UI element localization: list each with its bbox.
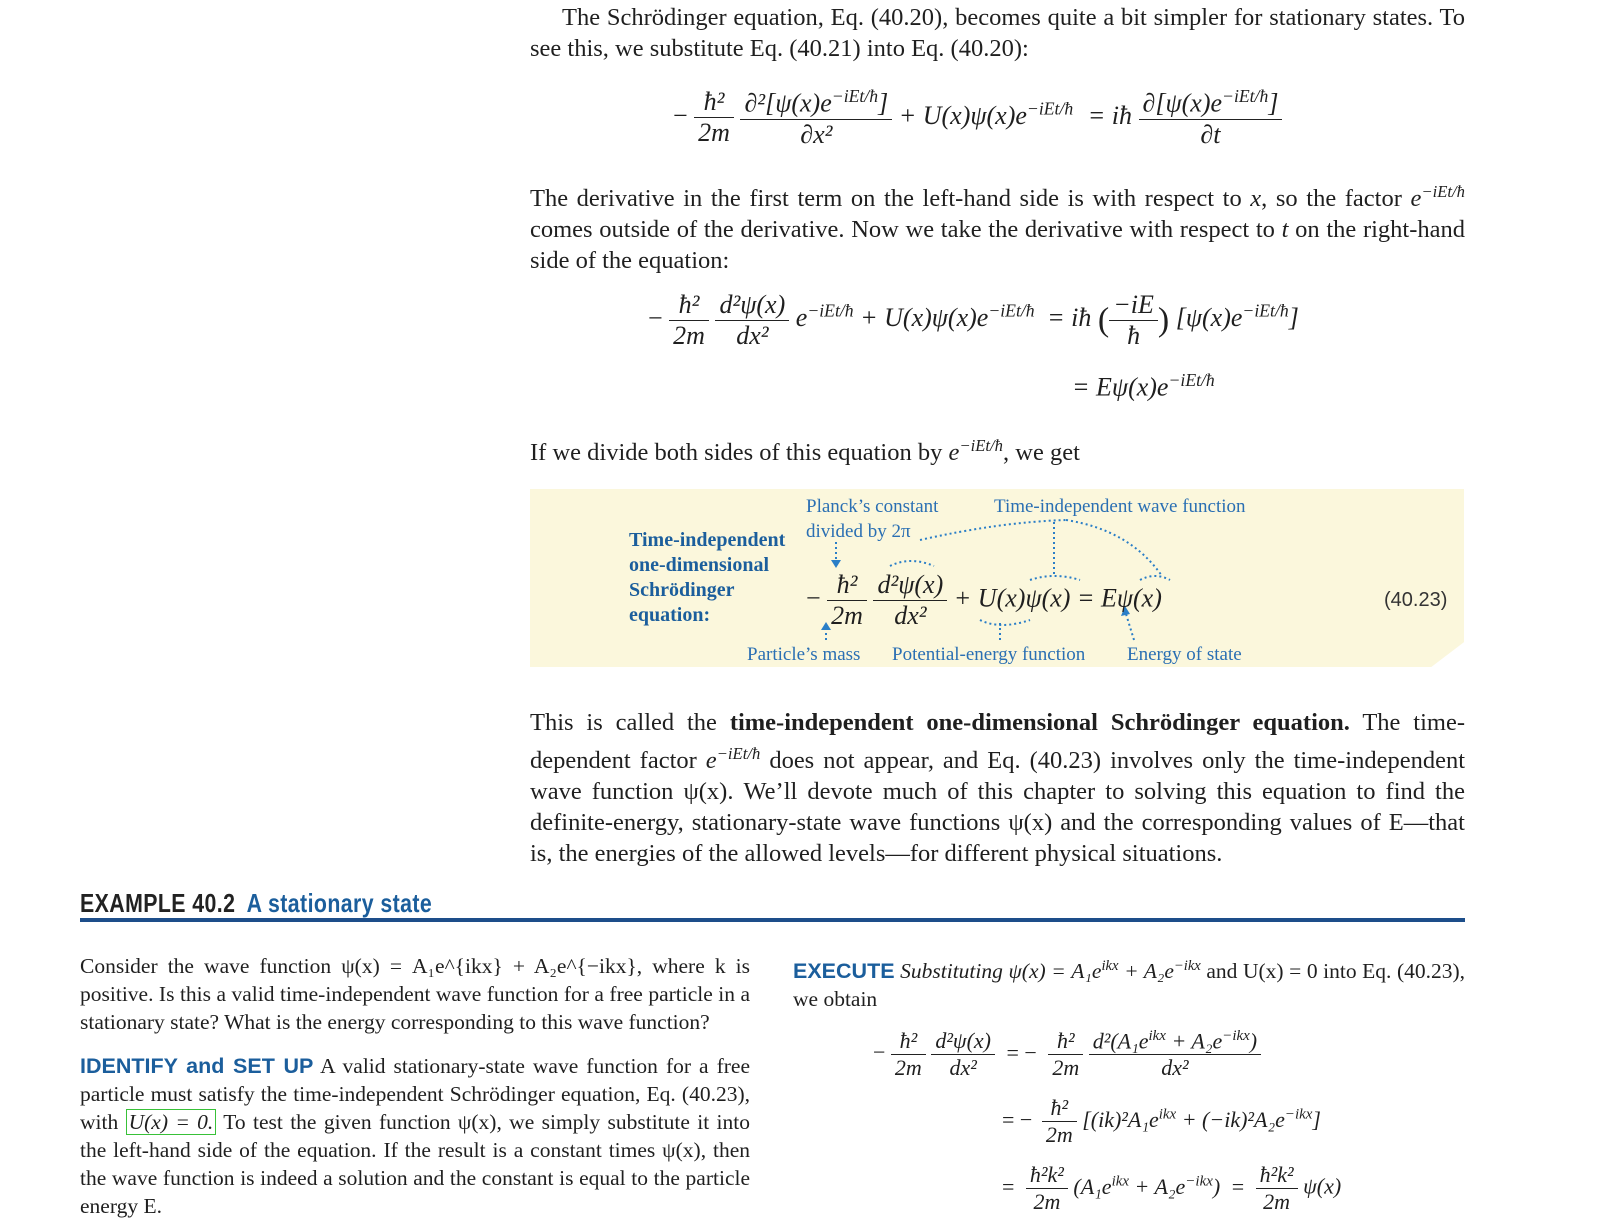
execute-equation-2: = − $\frac{\text{ħ²}}{2m}$ $[(ik)^2A_1e^{ikx} + (-ik)^2A_2e^{-ikx}]$: [1002, 1095, 1321, 1147]
intro-paragraph-2: The derivative in the first term on the left-hand side is with respect to x, so the factor $e^{-iEt/ħ}$ comes outside of the derivative. Now we take the derivative with respect to t on the right-hand side of the equation:: [530, 182, 1466, 275]
after-paragraph: This is called the time-independent one-dimensional Schrödinger equation. The time-dependent factor $e^{-iEt/ħ}$ does not appear, and Eq. (40.23) involves only the time-independent wave function ψ(x). We’ll devote much of this chapter to solving this equation to find the definite-energy, stationary-state wave functions ψ(x) and the corresponding values of E—that is, the energies of the allowed levels—for different physical situations.: [530, 709, 1466, 868]
note-mass: Particle’s mass: [747, 644, 861, 665]
example-header: EXAMPLE 40.2 A stationary state: [80, 888, 433, 918]
intro-paragraph-3: If we divide both sides of this equation by $e^{-iEt/ħ}$, we get: [530, 436, 1080, 467]
note-energy: Energy of state: [1127, 644, 1242, 665]
equation-substitution: − $\frac{\text{ħ²}}{2m}$ $\frac{\partial^2[\psi(x)e^{-iEt/ħ}]}{\text{∂x²}}$ + $U(x)\psi(x)e^{-iEt/ħ}$ = iħ $\frac{\partial[\psi(x)e^{-iEt/ħ}]}{\partial t}$: [673, 86, 1282, 150]
intro-paragraph-1: The Schrödinger equation, Eq. (40.20), becomes quite a bit simpler for stationary states. To see this, we substitute Eq. (40.21) into Eq. (40.20):: [530, 4, 1465, 62]
equation-time-derivative: − $\frac{\text{ħ²}}{2m}$ $\frac{\text{d²ψ(x)}}{\text{dx²}}$ $e^{-iEt/ħ} + U(x)\psi(x)e^{-iEt/ħ}$ = iħ ( $\frac{-iE}{ħ}$ ) $[\psi(x)e^{-iEt/ħ}]$: [648, 290, 1299, 350]
example-identify: IDENTIFY and SET UP A valid stationary-state wave function for a free particle must satisfy the time-independent Schrödinger equation, Eq. (40.23), with U(x) = 0. To test the given function ψ(x), we simply substitute it into the left-hand side of the equation. If the result is a constant times ψ(x), then the wave function is indeed a solution and the constant is equal to the particle energy E.: [80, 1054, 751, 1218]
equation-number: (40.23): [1384, 589, 1448, 611]
example-question: Consider the wave function ψ(x) = A₁e^{ikx} + A₂e^{−ikx}, where k is positive. Is this a valid time-independent wave function for a free particle in a stationary state? What is the energy corresponding to this wave function?: [80, 954, 750, 1034]
execute-equation-3: = $\frac{\text{ħ²k²}}{2m}$ $(A_1e^{ikx} + A_2e^{-ikx})$ = $\frac{\text{ħ²k²}}{2m}$ ψ(x): [1002, 1162, 1342, 1214]
execute-equation-1: − $\frac{\text{ħ²}}{2m}$ $\frac{\text{d²ψ(x)}}{\text{dx²}}$ = − $\frac{\text{ħ²}}{2m}$ $\frac{d^2(A_1e^{ikx} + A_2e^{-ikx})}{\text{dx²}}$: [873, 1028, 1261, 1081]
note-wave-function: Time-independent wave function: [994, 496, 1246, 517]
note-planck: Planck’s constant divided by 2π: [806, 496, 939, 542]
box-label: Time-independent one-dimensional Schrödinger equation:: [629, 529, 786, 626]
highlighted-condition: U(x) = 0.: [126, 1109, 217, 1135]
example-divider: [80, 918, 1465, 922]
example-execute: EXECUTE Substituting $\psi(x) = A_1e^{ikx} + A_2e^{-ikx}$ and U(x) = 0 into Eq. (40.23), we obtain: [793, 958, 1466, 1012]
equation-time-derivative-result: = $E\psi(x)e^{-iEt/ħ}$: [1072, 370, 1215, 402]
boxed-schrodinger-equation: − $\frac{\text{ħ²}}{2m}$ $\frac{\text{d²ψ(x)}}{\text{dx²}}$ + U(x)ψ(x) = Eψ(x): [806, 570, 1162, 630]
note-potential: Potential-energy function: [892, 644, 1086, 665]
